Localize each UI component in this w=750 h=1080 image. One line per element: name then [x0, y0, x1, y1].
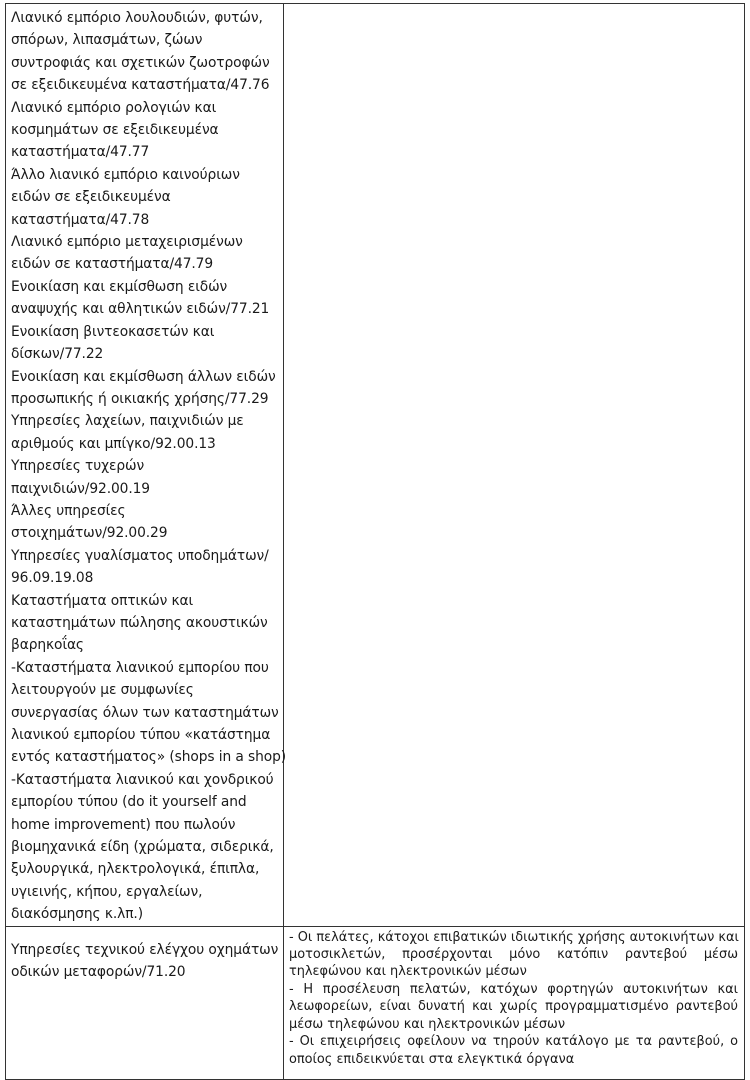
conditions-cell-empty	[284, 4, 745, 927]
text-line: -Καταστήματα λιανικού εμπορίου που	[11, 659, 269, 676]
text-line: home improvement) που πωλούν	[11, 816, 236, 833]
text-line: λεωφορείων, είναι δυνατή και χωρίς προγραμματισμένο ραντεβού	[289, 999, 738, 1015]
text-line: μοτοσικλετών, προσέρχονται μόνο κατόπιν ραντεβού μέσω	[289, 947, 738, 963]
text-line: ξυλουργικά, ηλεκτρολογικά, έπιπλα,	[11, 861, 260, 878]
document-table	[5, 3, 745, 1080]
text-line: παιχνιδιών/92.00.19	[11, 480, 150, 497]
text-line: λιανικού εμπορίου τύπου «κατάστημα	[11, 727, 271, 743]
conditions-cell	[284, 926, 745, 1079]
text-line: εμπορίου τύπου (do it yourself and	[11, 794, 247, 811]
text-line: καταστημάτων πώλησης ακουστικών	[11, 614, 268, 631]
text-line: Λιανικό εμπόριο μεταχειρισμένων	[11, 234, 243, 251]
table-row	[6, 926, 745, 1079]
text-line: 96.09.19.08	[11, 570, 94, 587]
text-line: Λιανικό εμπόριο ρολογιών και	[11, 99, 217, 116]
text-line: Άλλο λιανικό εμπόριο καινούριων	[11, 166, 240, 183]
text-line: κοσμημάτων σε εξειδικευμένα	[11, 122, 219, 139]
text-line: λειτουργούν με συμφωνίες	[11, 682, 194, 699]
text-line: Ενοικίαση βιντεοκασετών και	[11, 323, 215, 340]
text-line: βαρηκοΐας	[11, 637, 84, 654]
text-line: -Καταστήματα λιανικού και χονδρικού	[11, 771, 274, 788]
text-line: συντροφιάς και σχετικών ζωοτροφών	[11, 54, 270, 71]
text-line: οποίος επιδεικνύεται στα ελεγκτικά όργανα	[289, 1051, 575, 1067]
text-line: ειδών σε καταστήματα/47.79	[11, 256, 214, 273]
text-line: Ενοικίαση και εκμίσθωση ειδών	[11, 278, 228, 295]
conditions-text	[284, 927, 744, 1068]
text-line: Λιανικό εμπόριο λουλουδιών, φυτών,	[11, 10, 263, 26]
text-line: σπόρων, λιπασμάτων, ζώων	[11, 32, 203, 49]
text-line: Υπηρεσίες γυαλίσματος υποδημάτων/	[11, 547, 269, 564]
text-line: τηλεφώνου και ηλεκτρονικών μέσων	[289, 964, 527, 980]
text-line: σε εξειδικευμένα καταστήματα/47.76	[11, 77, 270, 94]
text-line: Άλλες υπηρεσίες	[11, 502, 126, 519]
text-line: συνεργασίας όλων των καταστημάτων	[11, 704, 279, 721]
text-line: Υπηρεσίες λαχείων, παιχνιδιών με	[11, 413, 244, 430]
text-line: Καταστήματα οπτικών και	[11, 592, 194, 609]
text-line: καταστήματα/47.78	[11, 211, 150, 228]
text-line: Υπηρεσίες τεχνικού ελέγχου οχημάτων	[11, 941, 279, 958]
text-line: - Η προσέλευση πελατών, κατόχων φορτηγών αυτοκινήτων και	[289, 981, 738, 997]
text-line: αναψυχής και αθλητικών ειδών/77.21	[11, 301, 270, 318]
text-line: βιομηχανικά είδη (χρώματα, σιδερικά,	[11, 839, 274, 856]
table-row	[6, 4, 745, 927]
text-line: δίσκων/77.22	[11, 346, 104, 363]
activity-text	[6, 927, 283, 984]
text-line: διακόσμησης κ.λπ.)	[11, 906, 143, 923]
text-line: μέσω τηλεφώνου και ηλεκτρονικών μέσων	[289, 1016, 566, 1032]
text-line: υγιεινής, κήπου, εργαλείων,	[11, 883, 203, 900]
text-line: Ενοικίαση και εκμίσθωση άλλων ειδών	[11, 368, 276, 385]
text-line: καταστήματα/47.77	[11, 144, 150, 161]
text-line: - Οι επιχειρήσεις οφείλουν να τηρούν κατάλογο με τα ραντεβού, ο	[289, 1034, 738, 1050]
text-line: ειδών σε εξειδικευμένα	[11, 189, 171, 206]
text-line: προσωπικής ή οικιακής χρήσης/77.29	[11, 390, 269, 407]
activity-cell	[6, 4, 287, 927]
text-line: Υπηρεσίες τυχερών	[11, 458, 145, 475]
text-line: - Οι πελάτες, κάτοχοι επιβατικών ιδιωτικής χρήσης αυτοκινήτων και	[289, 929, 739, 945]
activity-text	[6, 4, 287, 926]
text-line: οδικών μεταφορών/71.20	[11, 964, 186, 981]
text-line: εντός καταστήματος» (shops in a shop)	[11, 749, 287, 766]
text-line: αριθμούς και μπίγκο/92.00.13	[11, 435, 216, 452]
text-line: στοιχημάτων/92.00.29	[11, 525, 168, 542]
activity-cell	[6, 926, 284, 1079]
